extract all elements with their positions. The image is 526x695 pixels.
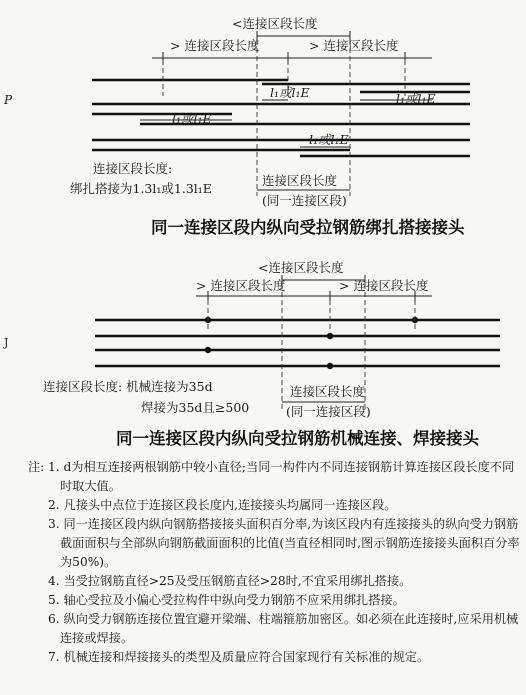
notes-head: 注: — [28, 460, 45, 474]
d2-seg-label-left: > 连接区段长度 — [196, 278, 286, 293]
note-item: 7. 机械连接和焊接接头的类型及质量应符合国家现行有关标准的规定。 — [48, 650, 430, 664]
diagram-mechanical-splice — [43, 260, 500, 448]
d1-title: 同一连接区段内纵向受拉钢筋绑扎搭接接头 — [151, 218, 465, 237]
d1-box-line2: (同一连接区段) — [262, 193, 347, 208]
d1-seg-label-right: > 连接区段长度 — [309, 38, 399, 53]
note-item: 1. d为相互连接两根钢筋中较小直径;当同一构件内不同连接钢筋计算连接区段长度不同时取大值。 — [48, 460, 515, 493]
notes-section — [28, 458, 520, 667]
d1-top-label: <连接区段长度 — [232, 16, 318, 31]
d2-title: 同一连接区段内纵向受拉钢筋机械连接、焊接接头 — [116, 429, 479, 448]
d1-seg-label-left: > 连接区段长度 — [170, 38, 260, 53]
diagram-lap-splice — [70, 16, 470, 237]
notes-list — [28, 458, 520, 667]
d1-side-label-1: 连接区段长度: — [93, 161, 173, 176]
d2-side-label-1: 连接区段长度: 机械连接为35d — [43, 379, 213, 394]
d2-box-line2: (同一连接区段) — [286, 404, 371, 419]
d1-lap-label-3: l₁或l₁E — [172, 111, 212, 126]
margin-mark-p: P — [4, 93, 13, 107]
d1-lap-label-4: l₁或l₁E — [309, 132, 349, 147]
note-item: 3. 同一连接区段内纵向钢筋搭接接头面积百分率,为该区段内有连接接头的纵向受力钢筋截面面积与全部纵向钢筋截面面积的比值(当直径相同时,图示钢筋连接接头面积百分率为50%)。 — [48, 517, 520, 569]
d2-joints — [205, 317, 418, 369]
note-item: 4. 当受拉钢筋直径>25及受压钢筋直径>28时,不宜采用绑扎搭接。 — [48, 574, 412, 588]
d1-box-line1: 连接区段长度 — [262, 173, 338, 188]
d2-top-label: <连接区段长度 — [258, 260, 344, 275]
d2-rebars — [95, 320, 500, 366]
d1-lap-label-1: l₁或l₁E — [270, 85, 310, 100]
d2-seg-label-right: > 连接区段长度 — [339, 278, 429, 293]
d2-side-label-2: 焊接为35d且≥500 — [141, 400, 250, 415]
note-item: 6. 纵向受力钢筋连接位置宜避开梁端、柱端箍筋加密区。如必须在此连接时,应采用机械连接或焊接。 — [48, 612, 519, 645]
note-item: 2. 凡接头中点位于连接区段长度内,连接接头均属同一连接区段。 — [48, 498, 397, 512]
d2-box-line1: 连接区段长度 — [290, 384, 366, 399]
d1-side-label-2: 绑扎搭接为1.3l₁或1.3l₁E — [70, 181, 212, 196]
note-item: 5. 轴心受拉及小偏心受拉构件中纵向受力钢筋不应采用绑扎搭接。 — [48, 593, 405, 607]
margin-mark-j: J — [4, 336, 9, 349]
d1-lap-label-2: l₁或l₁E — [396, 91, 436, 106]
